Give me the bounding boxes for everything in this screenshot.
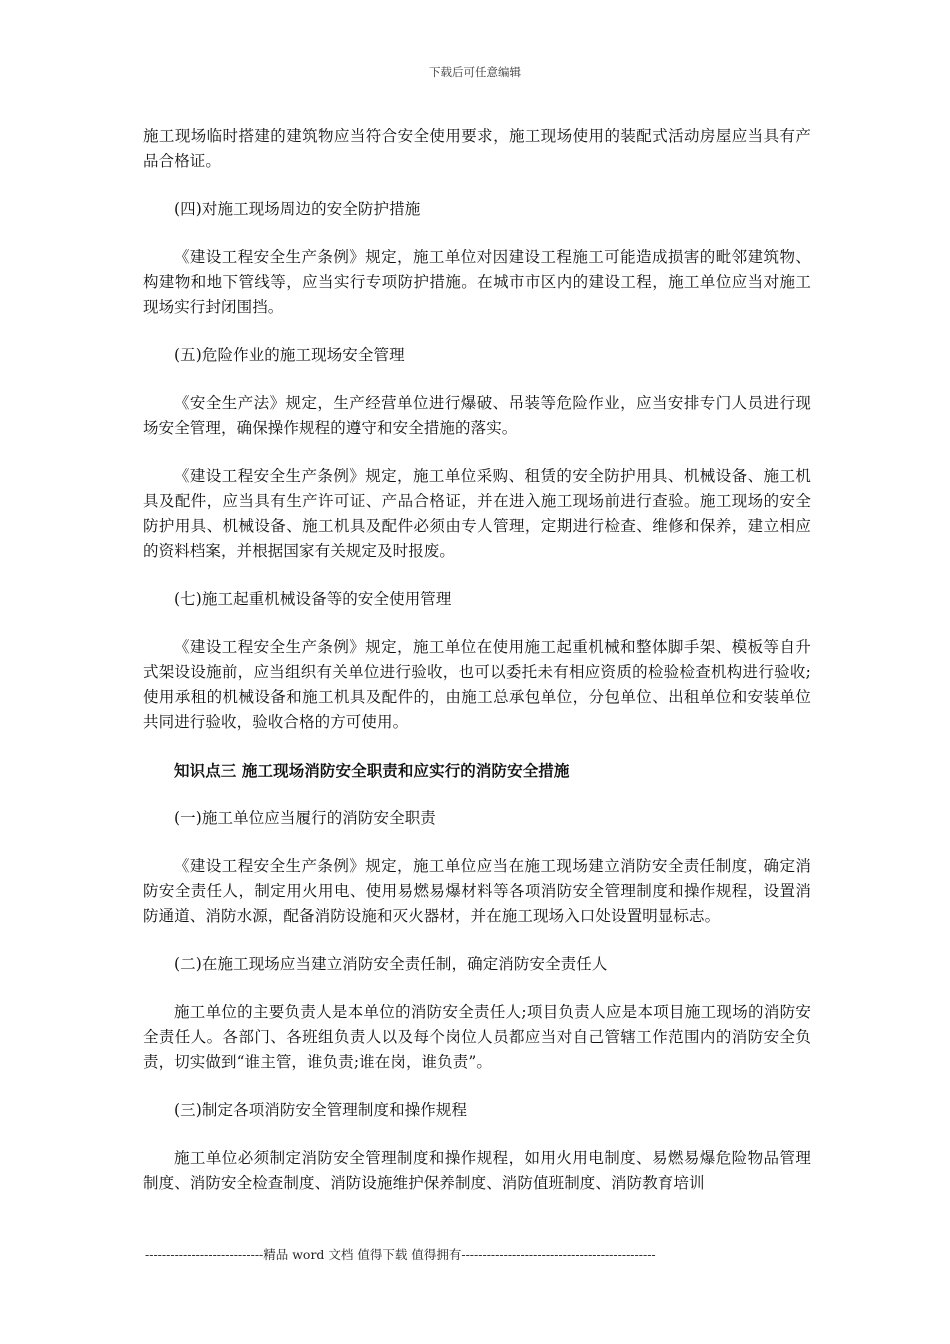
page-footer: ----------------------------精品 word 文档 值得下载 值得拥有----------------------------------------------: [145, 1247, 656, 1262]
paragraph-5: 《建设工程安全生产条例》规定，施工单位在使用施工起重机械和整体脚手架、模板等自升式架设设施前，应当组织有关单位进行验收，也可以委托未有相应资质的检验检查机构进行验收;使用承租的机械设备和施工机具及配件的，由施工总承包单位，分包单位、出租单位和安装单位共同进行验收，验收合格的方可使用。: [143, 638, 811, 731]
paragraph-2: 《建设工程安全生产条例》规定，施工单位对因建设工程施工可能造成损害的毗邻建筑物、构建物和地下管线等，应当实行专项防护措施。在城市市区内的建设工程，施工单位应当对施工现场实行封闭围挡。: [143, 248, 811, 316]
paragraph-4: 《建设工程安全生产条例》规定，施工单位采购、租赁的安全防护用具、机械设备、施工机具及配件，应当具有生产许可证、产品合格证，并在进入施工现场前进行查验。施工现场的安全防护用具、机械设备、施工机具及配件必须由专人管理，定期进行检查、维修和保养，建立相应的资料档案，并根据国家有关规定及时报废。: [143, 467, 811, 560]
paragraph-8: 施工单位必须制定消防安全管理制度和操作规程，如用火用电制度、易燃易爆危险物品管理制度、消防安全检查制度、消防设施维护保养制度、消防值班制度、消防教育培训: [143, 1149, 811, 1192]
paragraph-3: 《安全生产法》规定，生产经营单位进行爆破、吊装等危险作业，应当安排专门人员进行现场安全管理，确保操作规程的遵守和安全措施的落实。: [143, 394, 811, 437]
paragraph-6: 《建设工程安全生产条例》规定，施工单位应当在施工现场建立消防安全责任制度，确定消防安全责任人，制定用火用电、使用易燃易爆材料等各项消防安全管理制度和操作规程，设置消防通道、消防水源，配备消防设施和灭火器材，并在施工现场入口处设置明显标志。: [143, 857, 811, 925]
section-heading-2: (二)在施工现场应当建立消防安全责任制，确定消防安全责任人: [174, 955, 608, 973]
page-header: 下载后可任意编辑: [429, 65, 521, 79]
section-heading-3: (三)制定各项消防安全管理制度和操作规程: [174, 1101, 468, 1119]
section-heading-7: (七)施工起重机械设备等的安全使用管理: [174, 590, 452, 608]
document-body: [143, 124, 811, 1219]
paragraph-1: 施工现场临时搭建的建筑物应当符合安全使用要求，施工现场使用的装配式活动房屋应当具有产品合格证。: [143, 127, 811, 170]
paragraph-7: 施工单位的主要负责人是本单位的消防安全责任人;项目负责人应是本项目施工现场的消防安全责任人。各部门、各班组负责人以及每个岗位人员都应当对自己管辖工作范围内的消防安全负责，切实做到“谁主管，谁负责;谁在岗，谁负责”。: [143, 1003, 811, 1071]
section-heading-1: (一)施工单位应当履行的消防安全职责: [174, 809, 436, 827]
section-heading-4: (四)对施工现场周边的安全防护措施: [174, 200, 421, 218]
knowledge-point-heading: 知识点三 施工现场消防安全职责和应实行的消防安全措施: [174, 761, 570, 780]
section-heading-5: (五)危险作业的施工现场安全管理: [174, 346, 405, 364]
